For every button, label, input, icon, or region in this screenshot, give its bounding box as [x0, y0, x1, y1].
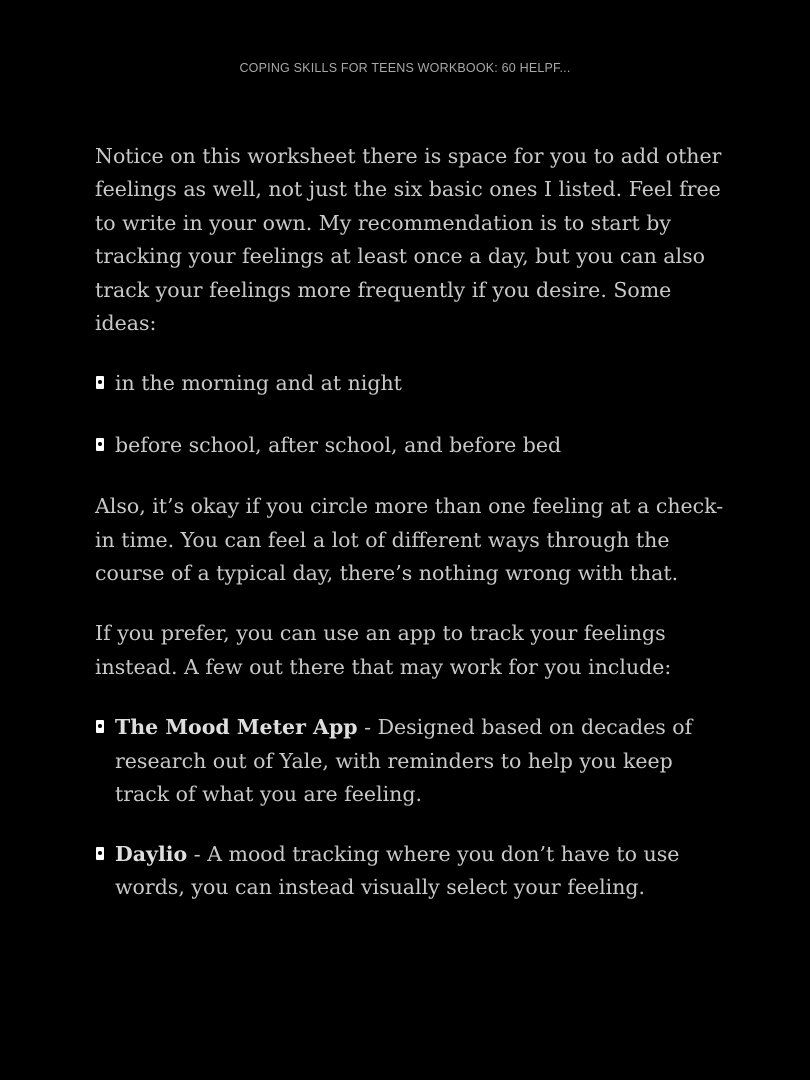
ideas-list: [95, 367, 725, 462]
list-item: [95, 367, 725, 400]
paragraph-multiple-feelings: Also, it’s okay if you circle more than one feeling at a check-in time. You can feel a lot of different ways through the course of a typical day, there’s nothing wrong with that.: [95, 494, 724, 586]
list-item: [95, 429, 725, 462]
book-title-header: COPING SKILLS FOR TEENS WORKBOOK: 60 HELPF...: [239, 61, 571, 75]
app-name-daylio: Daylio: [115, 841, 188, 866]
bullet-marker-icon: [96, 376, 104, 389]
bullet-marker-icon: [96, 847, 104, 860]
reader-page[interactable]: [95, 140, 725, 930]
list-item-text: in the morning and at night: [115, 371, 402, 396]
app-description: - A mood tracking where you don’t have to use words, you can instead visually select your feeling.: [115, 841, 680, 899]
bullet-marker-icon: [96, 438, 104, 451]
paragraph-worksheet-note: Notice on this worksheet there is space for you to add other feelings as well, not just the six basic ones I listed. Feel free to write in your own. My recommendation is to start by tracking your feelings at least once a day, but you can also track your feelings more frequently if you desire. Some ideas:: [95, 144, 722, 336]
app-name-mood-meter: The Mood Meter App: [115, 715, 358, 740]
bullet-marker-icon: [96, 720, 104, 733]
apps-list: [95, 711, 725, 904]
list-item: [95, 711, 725, 811]
app-description: - Designed based on decades of research out of Yale, with reminders to help you keep track of what you are feeling.: [115, 715, 693, 807]
paragraph-app-intro: If you prefer, you can use an app to track your feelings instead. A few out there that may work for you include:: [95, 621, 672, 679]
list-item: [95, 838, 725, 905]
list-item-text: before school, after school, and before bed: [115, 432, 562, 457]
